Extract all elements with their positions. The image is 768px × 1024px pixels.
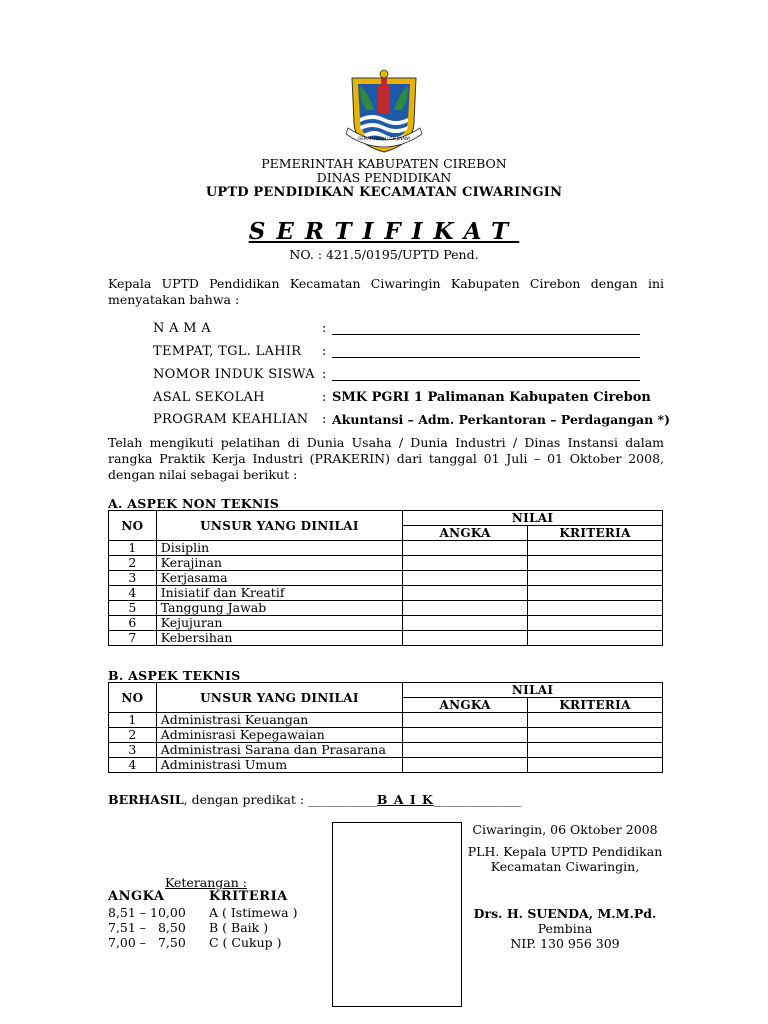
col-unsur-header: UNSUR YANG DINILAI	[156, 511, 403, 541]
row-kriteria-cell	[528, 743, 663, 758]
row-angka-cell	[403, 586, 528, 601]
row-unsur: Administrasi Keuangan	[156, 713, 403, 728]
row-no: 1	[109, 541, 157, 556]
section-a-title: A. ASPEK NON TEKNIS	[108, 496, 280, 511]
row-unsur: Administrasi Umum	[156, 758, 403, 773]
row-unsur: Kejujuran	[156, 616, 403, 631]
table-row	[109, 728, 663, 743]
row-no: 2	[109, 728, 157, 743]
row-no: 5	[109, 601, 157, 616]
field-colon: :	[322, 412, 327, 427]
field-ttl-line	[332, 357, 640, 358]
col-no-header: NO	[109, 683, 157, 713]
signature-name: Drs. H. SUENDA, M.M.Pd.	[473, 906, 657, 921]
row-angka-cell	[403, 758, 528, 773]
section-a-table	[108, 510, 663, 646]
row-unsur: Disiplin	[156, 541, 403, 556]
row-no: 3	[109, 571, 157, 586]
row-angka-cell	[403, 728, 528, 743]
row-unsur: Kebersihan	[156, 631, 403, 646]
field-nis-label: NOMOR INDUK SISWA	[153, 367, 315, 382]
col-angka-header: ANGKA	[403, 526, 528, 541]
row-angka-cell	[403, 743, 528, 758]
table-row	[109, 586, 663, 601]
col-nilai-header: NILAI	[403, 683, 663, 698]
regency-emblem-logo	[344, 64, 424, 154]
field-nama-label: N A M A	[153, 321, 211, 336]
row-kriteria-cell	[528, 601, 663, 616]
result-line	[108, 792, 521, 807]
signature-position-2: Kecamatan Ciwaringin,	[490, 859, 640, 874]
legend-angka-1: 8,51 – 10,00	[108, 905, 186, 920]
row-kriteria-cell	[528, 571, 663, 586]
row-kriteria-cell	[528, 728, 663, 743]
row-angka-cell	[403, 571, 528, 586]
signature-place-date: Ciwaringin, 06 Oktober 2008	[472, 822, 658, 837]
section-b-title: B. ASPEK TEKNIS	[108, 668, 241, 683]
section-b-table	[108, 682, 663, 773]
table-row	[109, 758, 663, 773]
field-sekolah-value: SMK PGRI 1 Palimanan Kabupaten Cirebon	[332, 390, 651, 405]
field-ttl-label: TEMPAT, TGL. LAHIR	[153, 344, 302, 359]
table-row	[109, 616, 663, 631]
row-no: 1	[109, 713, 157, 728]
row-unsur: Adminisrasi Kepegawaian	[156, 728, 403, 743]
header-government: PEMERINTAH KABUPATEN CIREBON	[261, 156, 507, 171]
row-unsur: Kerjasama	[156, 571, 403, 586]
row-angka-cell	[403, 556, 528, 571]
result-berhasil: BERHASIL	[108, 792, 184, 807]
field-colon: :	[322, 321, 327, 336]
field-nis-line	[332, 380, 640, 381]
signature-position-1: PLH. Kepala UPTD Pendidikan	[467, 844, 663, 859]
photo-box	[332, 822, 462, 1007]
col-nilai-header: NILAI	[403, 511, 663, 526]
field-colon: :	[322, 390, 327, 405]
table-row	[109, 743, 663, 758]
row-unsur: Inisiatif dan Kreatif	[156, 586, 403, 601]
certificate-title: SERTIFIKAT	[248, 218, 520, 245]
row-no: 3	[109, 743, 157, 758]
legend-kriteria-3: C ( Cukup )	[209, 935, 282, 950]
row-kriteria-cell	[528, 631, 663, 646]
field-program-value: Akuntansi – Adm. Perkantoran – Perdagangan *)	[332, 412, 670, 427]
field-sekolah-label: ASAL SEKOLAH	[153, 390, 265, 405]
row-no: 7	[109, 631, 157, 646]
row-angka-cell	[403, 713, 528, 728]
result-trailing-line: ______________	[433, 792, 522, 807]
certificate-number: NO. : 421.5/0195/UPTD Pend.	[289, 247, 479, 262]
legend-kriteria-1: A ( Istimewa )	[209, 905, 298, 920]
table-row	[109, 631, 663, 646]
legend-kriteria-2: B ( Baik )	[209, 920, 269, 935]
row-no: 2	[109, 556, 157, 571]
row-kriteria-cell	[528, 713, 663, 728]
field-program-label: PROGRAM KEAHLIAN	[153, 412, 309, 427]
field-nama-line	[332, 334, 640, 335]
col-kriteria-header: KRITERIA	[528, 526, 663, 541]
row-angka-cell	[403, 601, 528, 616]
statement-paragraph: Telah mengikuti pelatihan di Dunia Usaha / Dunia Industri / Dinas Instansi dalam rangka Praktik Kerja Industri (PRAKERIN) dari tanggal 01 Juli – 01 Oktober 2008, dengan nilai sebagai berikut :	[108, 435, 664, 482]
col-no-header: NO	[109, 511, 157, 541]
table-row	[109, 601, 663, 616]
row-no: 4	[109, 586, 157, 601]
row-no: 6	[109, 616, 157, 631]
legend-angka-header: ANGKA	[108, 889, 165, 904]
legend-kriteria-header: KRITERIA	[209, 889, 288, 904]
row-unsur: Tanggung Jawab	[156, 601, 403, 616]
row-kriteria-cell	[528, 556, 663, 571]
field-colon: :	[322, 344, 327, 359]
col-unsur-header: UNSUR YANG DINILAI	[156, 683, 403, 713]
col-kriteria-header: KRITERIA	[528, 698, 663, 713]
table-row	[109, 713, 663, 728]
legend-title: Keterangan :	[165, 875, 247, 890]
table-row	[109, 541, 663, 556]
row-angka-cell	[403, 541, 528, 556]
row-kriteria-cell	[528, 541, 663, 556]
legend-angka-3: 7,00 – 7,50	[108, 935, 186, 950]
header-office: UPTD PENDIDIKAN KECAMATAN CIWARINGIN	[205, 185, 563, 200]
intro-paragraph: Kepala UPTD Pendidikan Kecamatan Ciwaringin Kabupaten Cirebon dengan ini menyatakan bahwa :	[108, 276, 664, 307]
row-angka-cell	[403, 616, 528, 631]
signature-rank: Pembina	[537, 921, 593, 936]
result-baik: B A I K	[376, 792, 434, 807]
header-department: DINAS PENDIDIKAN	[316, 170, 452, 185]
row-kriteria-cell	[528, 616, 663, 631]
row-kriteria-cell	[528, 758, 663, 773]
svg-text:GEMAH RIPAH LOH JINAWI: GEMAH RIPAH LOH JINAWI	[358, 136, 410, 141]
result-predikat-text: , dengan predikat : ___________	[183, 792, 377, 807]
col-angka-header: ANGKA	[403, 698, 528, 713]
row-no: 4	[109, 758, 157, 773]
row-angka-cell	[403, 631, 528, 646]
row-unsur: Administrasi Sarana dan Prasarana	[156, 743, 403, 758]
table-row	[109, 571, 663, 586]
row-kriteria-cell	[528, 586, 663, 601]
field-colon: :	[322, 367, 327, 382]
legend-angka-2: 7,51 – 8,50	[108, 920, 186, 935]
signature-nip: NIP. 130 956 309	[510, 936, 620, 951]
table-row	[109, 556, 663, 571]
row-unsur: Kerajinan	[156, 556, 403, 571]
